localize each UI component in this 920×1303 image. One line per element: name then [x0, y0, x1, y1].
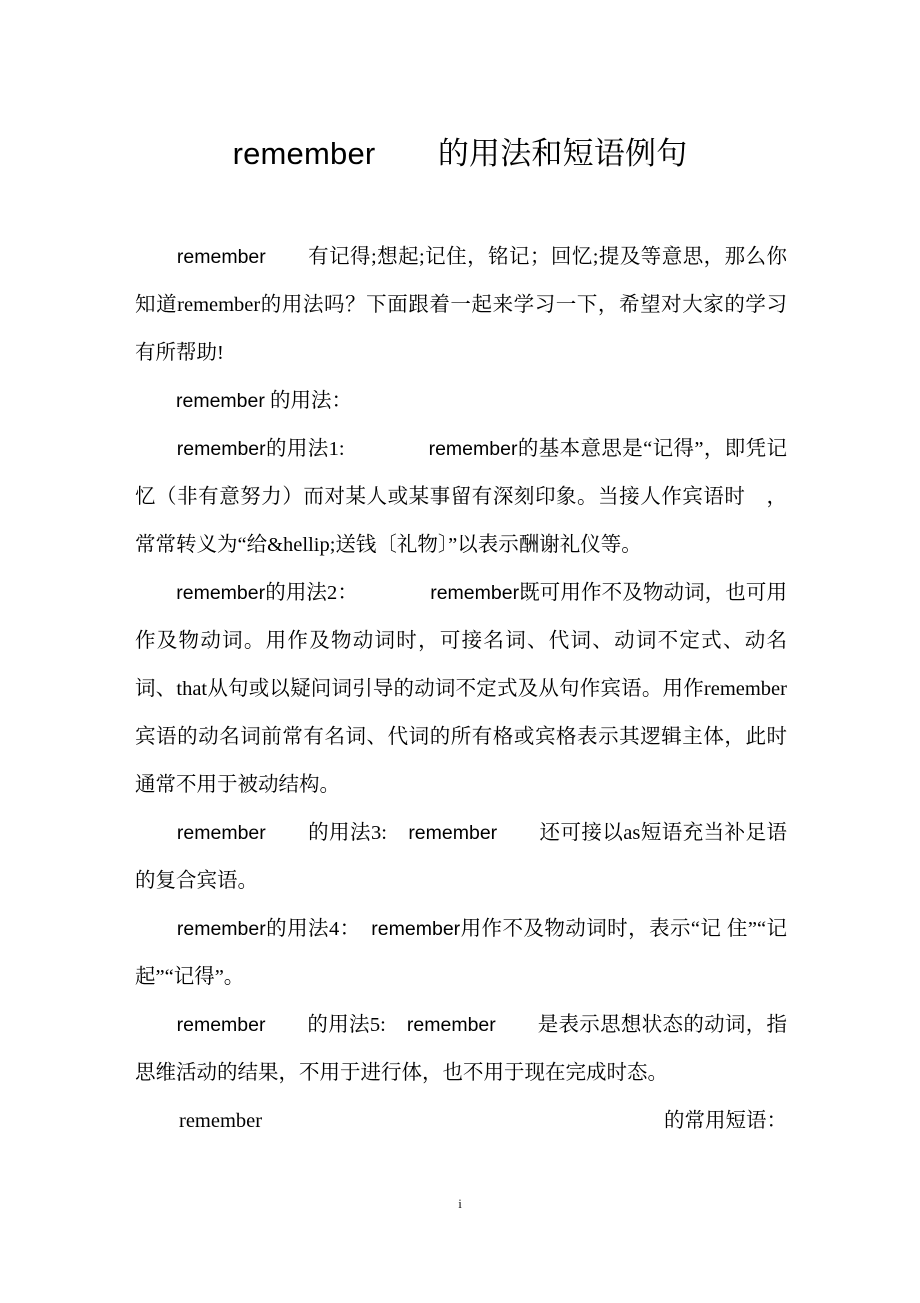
usage-4-body-en: remember: [371, 918, 461, 940]
phrases-heading-lead-en: remember: [179, 1110, 263, 1132]
paragraph-usage-4: [135, 905, 787, 1001]
phrases-heading-text: 的常用短语：: [664, 1110, 787, 1132]
usage-1-body-en: remember: [428, 438, 518, 460]
usage-2-gap: [348, 582, 430, 604]
paragraph-usage-1: [135, 425, 787, 569]
usage-2-text: 既可用作不及物动词，也可用作及物动词。用作及物动词时，可接名词、代词、动词不定式、动名词、that从句或以疑问词引导的动词不定式及从句作宾语。用作remember宾语的动名词前常有名词、代词的所有格或宾格表示其逻辑主体，此时通常不用于被动结构。: [135, 582, 788, 796]
usage-4-lead-en: remember: [176, 918, 266, 940]
page-footer-mark: i: [458, 1196, 462, 1211]
usage-5-gap-3: [496, 1014, 538, 1036]
usage-3-lead-en: remember: [176, 822, 266, 844]
usage-5-gap-2: [386, 1014, 407, 1036]
usage-3-text: 还可接以as短语充当补足语的复合宾语。: [135, 822, 788, 892]
usage-2-label: 的用法2：: [265, 582, 348, 604]
usage-3-gap-1: [266, 822, 308, 844]
usage-heading-lead-en: remember: [176, 390, 265, 412]
paragraph-phrases-heading: [135, 1097, 787, 1145]
usage-5-lead-en: remember: [176, 1014, 266, 1036]
usage-3-label: 的用法3:: [308, 822, 387, 844]
usage-5-gap-1: [265, 1014, 307, 1036]
usage-5-body-en: remember: [406, 1014, 496, 1036]
intro-gap: [266, 246, 308, 268]
intro-lead-en: remember: [176, 246, 266, 268]
paragraph-usage-5: [135, 1001, 787, 1097]
usage-3-body-en: remember: [408, 822, 498, 844]
intro-text: 有记得;想起;记住，铭记；回忆;提及等意思，那么你知道remember的用法吗？下面跟着一起来学习一下，希望对大家的学习有所帮助!: [135, 246, 788, 364]
usage-heading-text: 的用法：: [269, 390, 352, 412]
usage-5-text: 是表示思想状态的动词，指思维活动的结果，不用于进行体，也不用于现在完成时态。: [135, 1014, 788, 1084]
page-title-gap: [375, 136, 437, 171]
paragraph-usage-3: [135, 809, 787, 905]
usage-1-lead-en: remember: [176, 438, 266, 460]
usage-3-gap-3: [497, 822, 539, 844]
paragraph-usage-heading: [135, 377, 787, 425]
paragraph-usage-2: [135, 569, 787, 809]
document-body: [135, 233, 787, 1145]
usage-2-lead-en: remember: [176, 582, 266, 604]
page-title-en: remember: [232, 136, 376, 171]
usage-5-label: 的用法5:: [307, 1014, 386, 1036]
page-title: [0, 132, 920, 176]
usage-4-gap: [350, 918, 371, 940]
usage-1-text: 的基本意思是“记得”，即凭记忆（非有意努力）而对某人或某事留有深刻印象。当接人作宾语时 ，常常转义为“给&hellip;送钱〔礼物〕”以表示酬谢礼仪等。: [135, 438, 788, 556]
usage-4-text: 用作不及物动词时，表示“记 住”“记起”“记得”。: [135, 918, 788, 988]
usage-3-gap-2: [387, 822, 408, 844]
usage-1-gap: [345, 438, 429, 460]
usage-1-label: 的用法1:: [265, 438, 345, 460]
page-title-cn: 的用法和短语例句: [437, 136, 688, 171]
usage-2-body-en: remember: [430, 582, 520, 604]
paragraph-intro: [135, 233, 787, 377]
usage-4-label: 的用法4：: [265, 918, 351, 940]
